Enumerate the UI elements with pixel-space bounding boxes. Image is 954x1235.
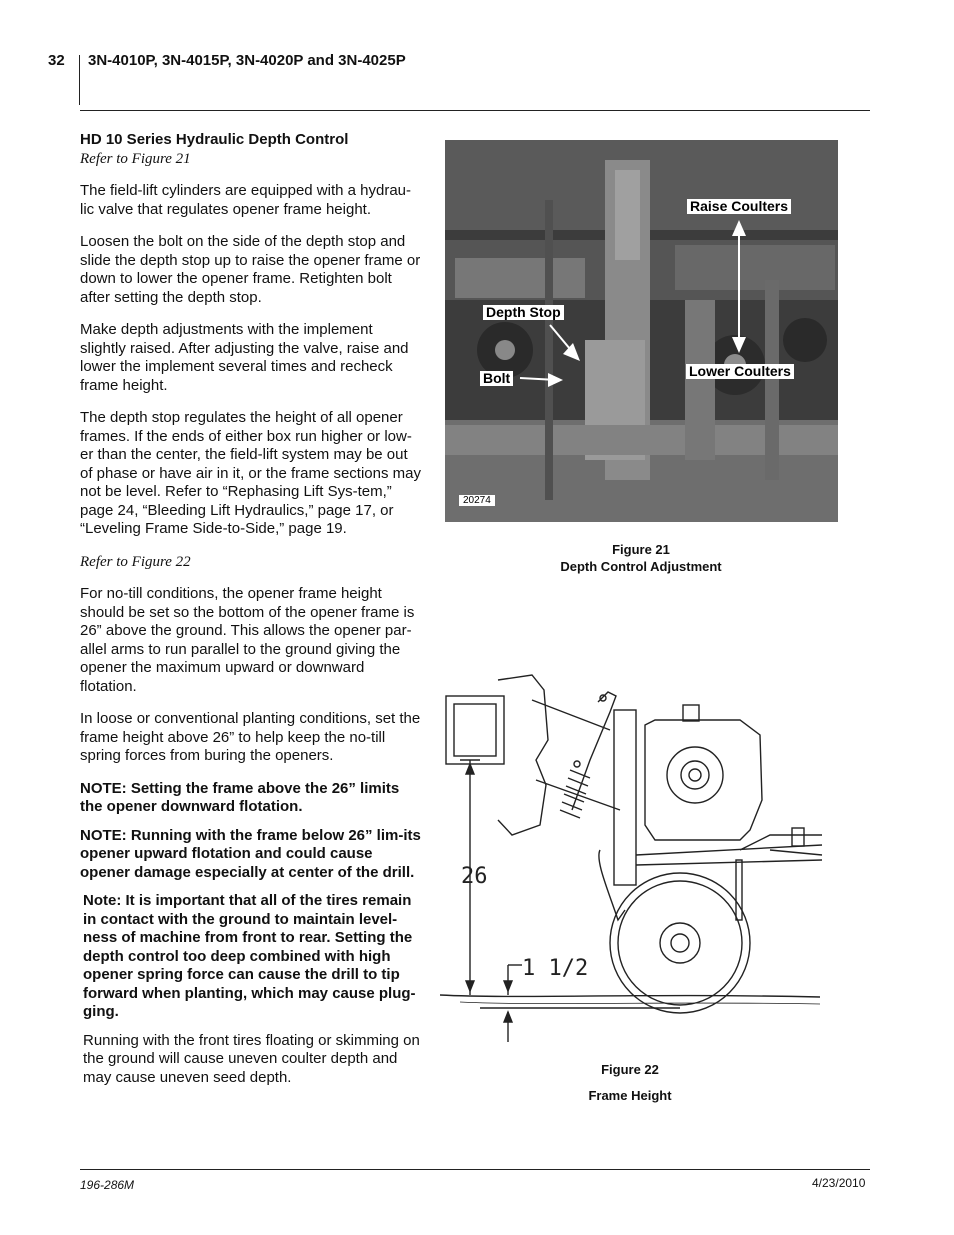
figure-22-title: Frame Height xyxy=(588,1088,672,1103)
dimension-26: 26 xyxy=(461,864,488,889)
figure-21-photo xyxy=(445,140,838,522)
depth-stop-label: Depth Stop xyxy=(483,305,564,320)
header-divider xyxy=(79,55,80,105)
frame-height-drawing xyxy=(440,660,830,1050)
paragraph: Running with the front tires floating or skimming on the ground will cause uneven coulter depth and may cause uneven seed depth. xyxy=(83,1031,420,1086)
figure-21-caption xyxy=(530,541,752,575)
paragraph: The depth stop regulates the height of all opener frames. If the ends of either box run higher or low-er than the center, the field-lift system may be out of phase or have air in it, or the frame sections may not be level. Refer to “Rephasing Lift Sys-tem,” page 24, “Bleeding Lift Hydraulics,” page 17, or “Leveling Frame Side-to-Side,” page 19. xyxy=(80,409,421,537)
paragraph: Loosen the bolt on the side of the depth stop and slide the depth stop up to raise the opener frame or down to lower the opener frame. Retighten bolt after setting the depth stop. xyxy=(80,233,421,306)
lower-coulters-label: Lower Coulters xyxy=(686,364,794,379)
section-title: HD 10 Series Hydraulic Depth Control xyxy=(80,131,349,148)
figure-21-title: Depth Control Adjustment xyxy=(560,559,722,574)
bolt-label: Bolt xyxy=(480,371,513,386)
page-number: 32 xyxy=(48,52,65,69)
dimension-1-1-2: 1 1/2 xyxy=(522,956,589,981)
document-number: 196-286M xyxy=(80,1178,135,1192)
paragraph: Make depth adjustments with the implement slightly raised. After adjusting the valve, raise and lower the implement several times and recheck frame height. xyxy=(80,321,409,394)
raise-coulters-label: Raise Coulters xyxy=(687,199,791,214)
text-column xyxy=(80,131,422,1101)
important-note: Note: It is important that all of the tires remain in contact with the ground to maintain level-ness of machine from front to rear. Setting the depth control too deep combined with high opener spring force can cause the drill to tip forward when planting, which may cause plug-ging. xyxy=(83,892,416,1020)
figure-21-number: Figure 21 xyxy=(612,542,670,557)
paragraph: In loose or conventional planting conditions, set the frame height above 26” to help keep the no-till spring forces from buring the openers. xyxy=(80,710,421,764)
revision-date: 4/23/2010 xyxy=(812,1176,866,1190)
figure-22-drawing xyxy=(440,660,830,1050)
paragraph: For no-till conditions, the opener frame height should be set so the bottom of the opener frame is 26” above the ground. This allows the opener par-allel arms to run parallel to the ground giving the opener the maximum upward or downward flotation. xyxy=(80,585,415,695)
photo-id: 20274 xyxy=(459,495,495,506)
figure-22-number: Figure 22 xyxy=(601,1062,659,1077)
paragraph: The field-lift cylinders are equipped with a hydrau-lic valve that regulates opener frame height. xyxy=(80,182,412,218)
note: NOTE: Setting the frame above the 26” limits the opener downward flotation. xyxy=(80,779,400,815)
figure-22-reference: Refer to Figure 22 xyxy=(80,553,191,570)
note: NOTE: Running with the frame below 26” lim-its opener upward flotation and could cause opener damage especially at center of the drill. xyxy=(80,826,421,881)
document-title: 3N-4010P, 3N-4015P, 3N-4020P and 3N-4025P xyxy=(88,52,406,69)
figure-21-reference: Refer to Figure 21 xyxy=(80,150,191,167)
header-rule xyxy=(80,110,870,111)
footer-rule xyxy=(80,1169,870,1170)
